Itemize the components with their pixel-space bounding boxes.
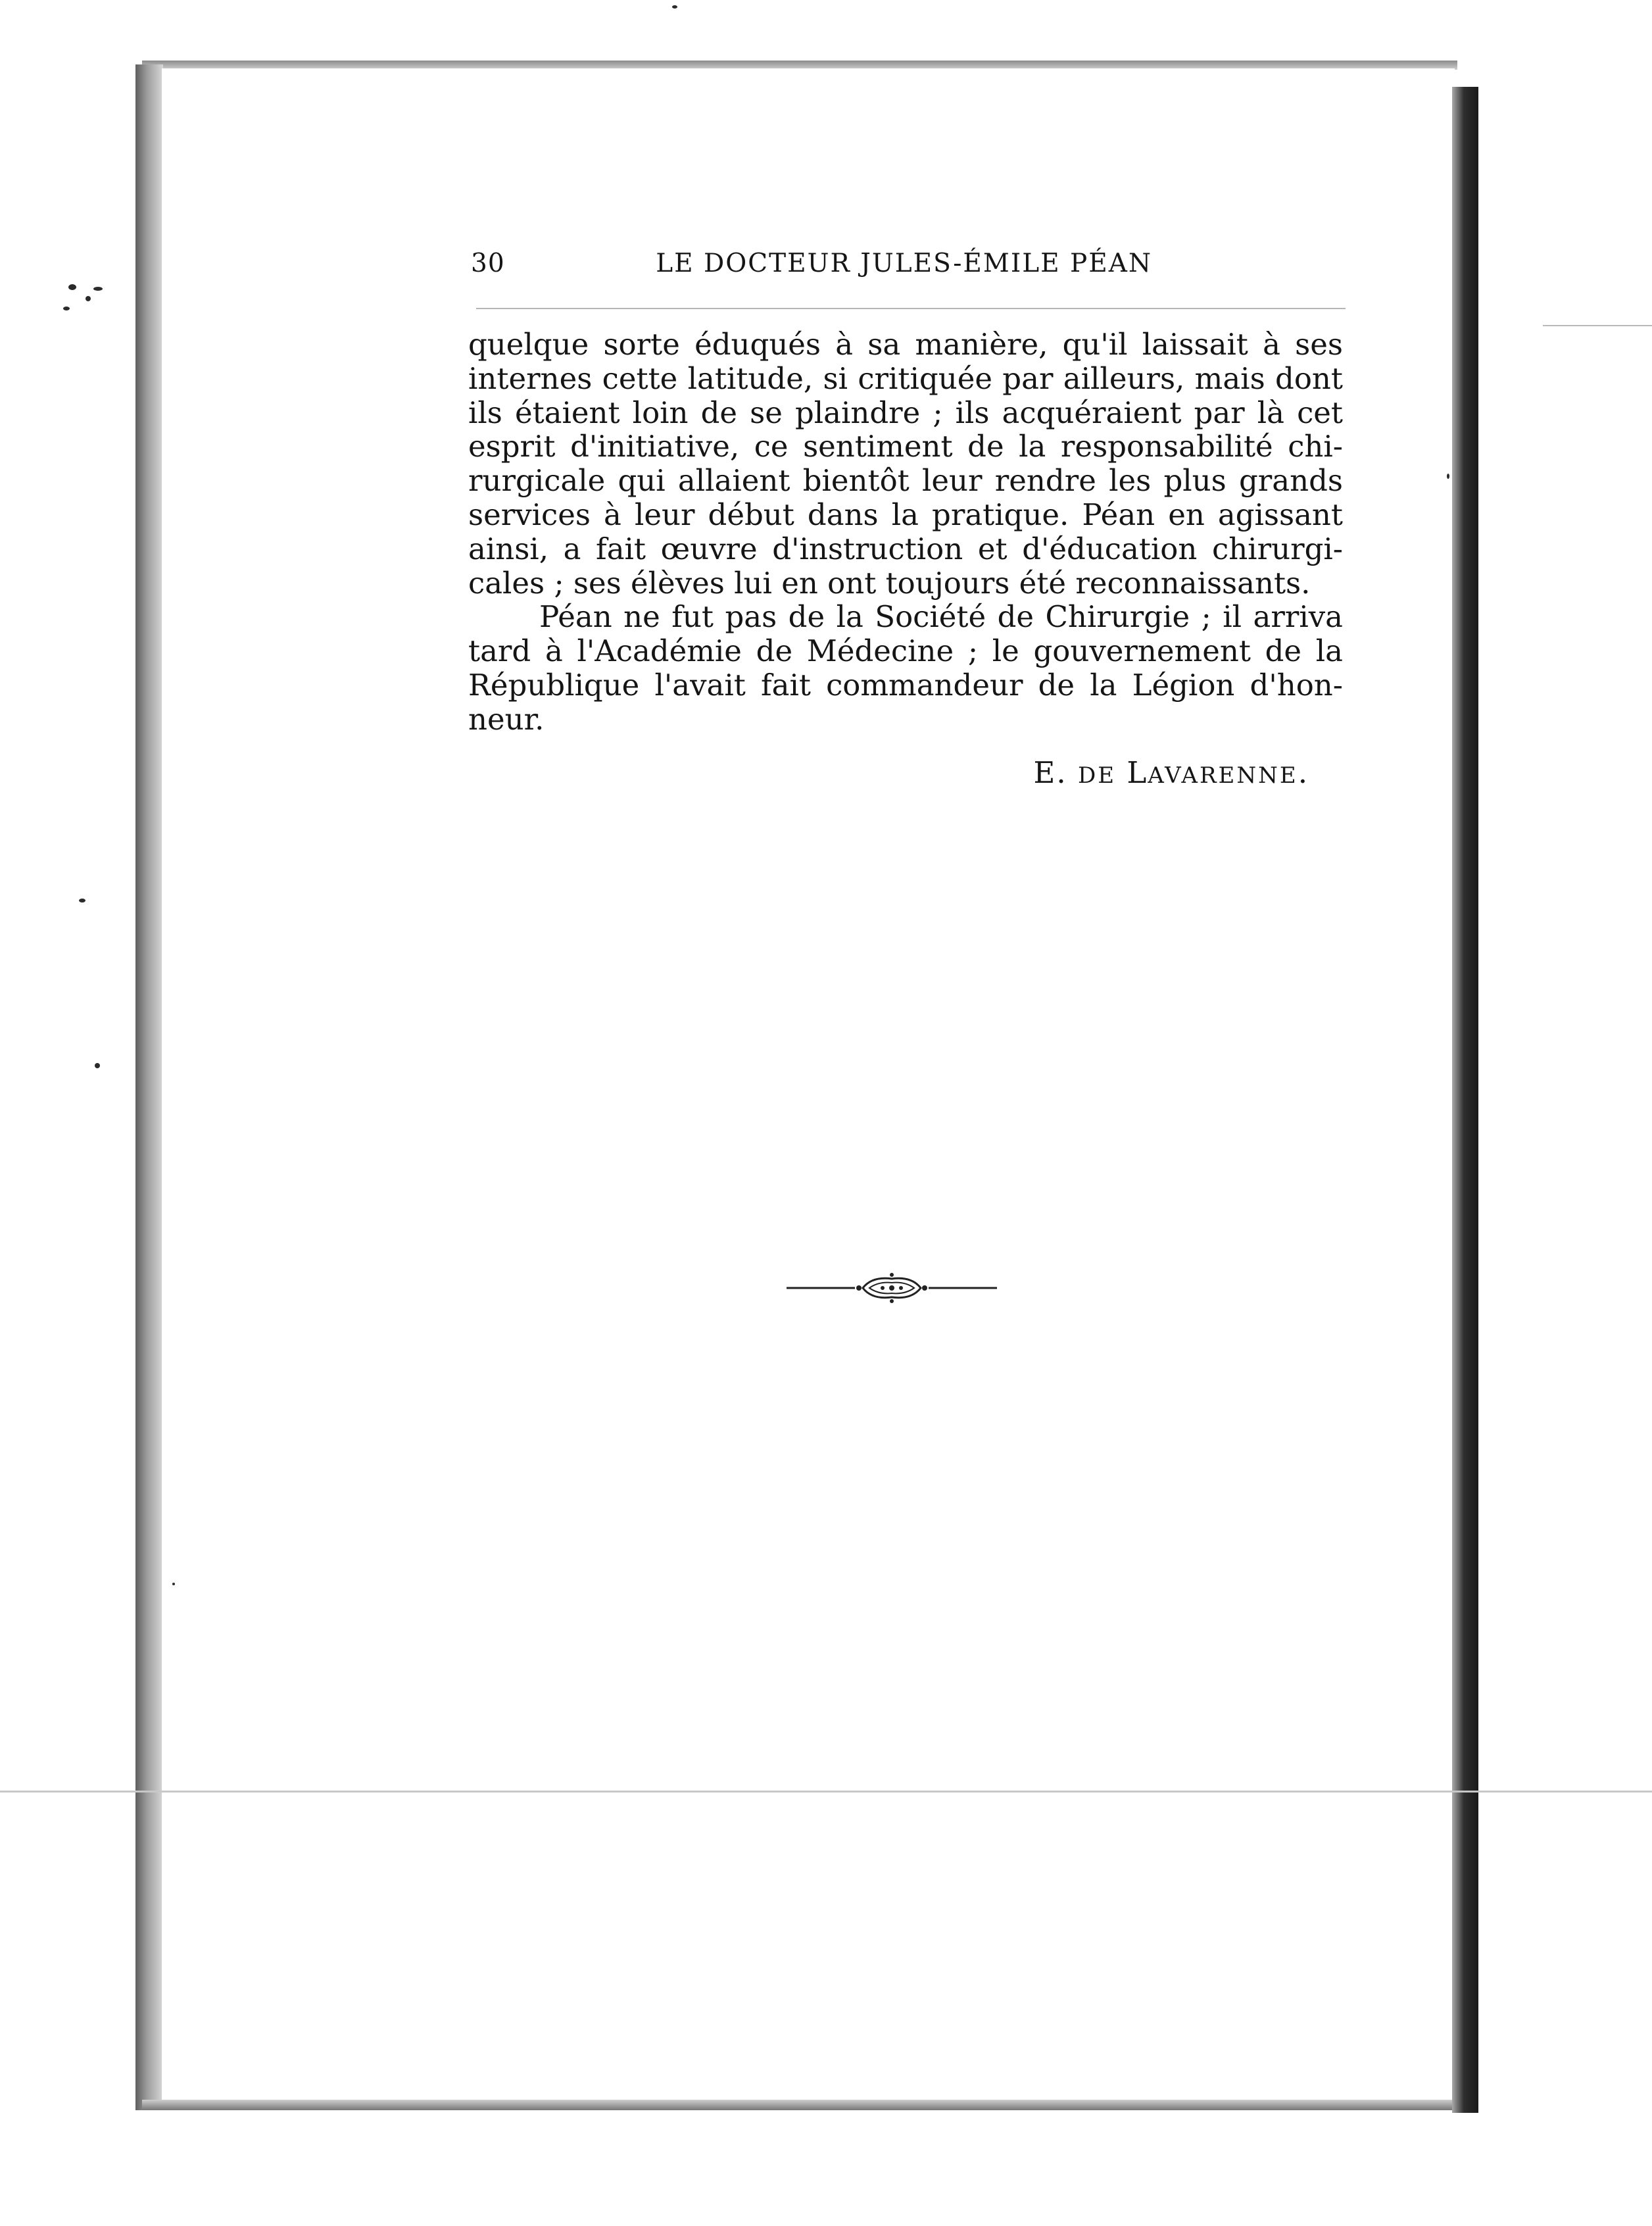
scan-speck [63,307,70,310]
tailpiece-ornament-icon [787,1270,997,1306]
text-line: ainsi, a fait œuvre d'instruction et d'éducation chirurgi- [468,531,1343,566]
scan-artifact-line [0,1791,1652,1793]
text-line: Péan ne fut pas de la Société de Chirurgie ; il arriva [539,599,1343,635]
text-line: quelque sorte éduqués à sa manière, qu'il laissait à ses [468,327,1343,362]
signature-initial: E. [1033,755,1067,790]
page-number: 30 [471,249,505,278]
facing-page [1478,79,1652,2118]
text-line: services à leur début dans la pratique. Péan en agissant [468,497,1343,532]
text-line: tard à l'Académie de Médecine ; le gouvernement de la [468,633,1343,669]
signature-end: . [1298,755,1309,790]
scan-speck [85,296,91,301]
signature-surname-rest: AVARENNE [1148,762,1298,789]
text-line: ils étaient loin de se plaindre ; ils acquéraient par là cet [468,395,1343,430]
body-text [468,328,1343,737]
page-bottom-edge [142,2100,1457,2110]
running-title: LE DOCTEUR JULES-ÉMILE PÉAN [656,249,1152,278]
signature-particle: DE [1077,762,1117,789]
scan-speck [95,1063,100,1068]
text-line: internes cette latitude, si critiquée par ailleurs, mais dont [468,360,1343,396]
header-rule [476,308,1346,309]
scan-speck [93,287,103,291]
page-left-edge [135,64,163,2110]
scan-speck [68,284,76,290]
facing-page-rule [1543,325,1652,326]
scan-speck [672,5,677,9]
scan-speck [1447,474,1449,479]
text-line: esprit d'initiative, ce sentiment de la responsabilité chi- [468,429,1343,464]
text-line: cales ; ses élèves lui en ont toujours été reconnaissants. [468,565,1311,601]
running-head [471,249,1343,288]
author-signature [875,755,1309,790]
scan-speck [79,899,85,903]
book-gutter [1452,87,1478,2113]
text-line: République l'avait fait commandeur de la Légion d'hon- [468,667,1343,703]
text-line: neur. [468,701,545,737]
scan-speck [172,1583,175,1585]
text-line: rurgicale qui allaient bientôt leur rendre les plus grands [468,463,1343,499]
signature-surname-initial: L [1127,755,1148,790]
